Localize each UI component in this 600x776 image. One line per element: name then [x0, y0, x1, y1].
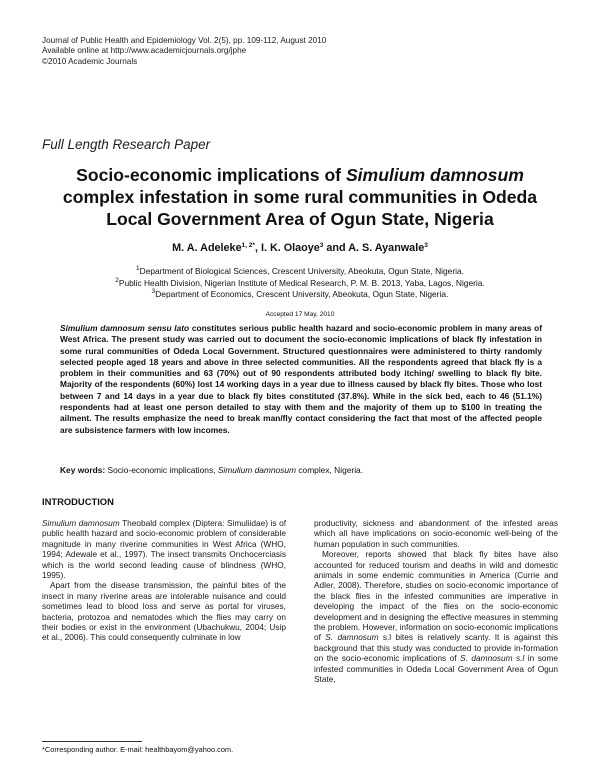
- paragraph-text: Theobald complex (Diptera: Simuliidae) is of public health hazard and socio-economic problem of considerable magnitude in many riverine communities in West Africa (WHO, 1994; Adewale et al., 1997). The insect transmits Onchocerciasis which is the world second leading cause of blindness (WHO, 1995).: [42, 518, 287, 581]
- affiliations: [40, 266, 560, 301]
- affiliation: [40, 278, 560, 290]
- author-name: I. K. Olaoye: [260, 242, 320, 254]
- keywords-text-end: complex, Nigeria.: [296, 465, 364, 475]
- affiliation-sup: 3: [151, 288, 156, 296]
- keywords: [60, 465, 542, 475]
- journal-header: [42, 36, 326, 67]
- paragraph: productivity, sickness and abandonment of the infested areas which all have implications on socio-economic well-being of the human population in such communities.: [314, 518, 558, 549]
- paragraph-text: in some infested communities in Odeda Local Government Area of Ogun State,: [314, 653, 558, 685]
- abstract-species: Simulium damnosum sensu lato: [60, 323, 190, 333]
- affiliation-text: Department of Economics, Crescent University, Abeokuta, Ogun State, Nigeria.: [155, 289, 449, 300]
- species-name: S. damnosum: [325, 632, 379, 643]
- author-separator: and: [323, 242, 349, 254]
- footnote-divider: [42, 741, 142, 742]
- author-name: A. S. Ayanwale: [348, 242, 425, 254]
- keywords-label: Key words:: [60, 465, 106, 475]
- left-column: [42, 518, 286, 643]
- abstract: [60, 323, 542, 436]
- section-heading-introduction: INTRODUCTION: [42, 496, 114, 507]
- author-sup: 3: [319, 242, 324, 249]
- title-species: Simulium damnosum: [345, 165, 524, 185]
- title-part1: Socio-economic implications of: [76, 165, 346, 185]
- keywords-text: Socio-economic implications,: [105, 465, 218, 475]
- paragraph-text: Moreover, reports showed that black fly bites have also accounted for reduced tourism and deaths in wild and domestic animals in some endemic communities in America (Currie and Adler, 2008). Therefore, studies on socio-economic importance of the black flies in the infested communities are imperative in developing the impact of the flies on the socio-economic development and in designing the effective measures in stemming the problem. However, information on socio-economic implications of: [314, 549, 558, 643]
- paper-type: Full Length Research Paper: [42, 137, 211, 152]
- accepted-date: Accepted 17 May, 2010: [265, 311, 335, 318]
- paragraph-text: s.l bites is relatively scanty. It is against this background that this study was conducted to provide in-formation on the socio-economic implications of: [314, 632, 558, 664]
- journal-copyright: ©2010 Academic Journals: [42, 56, 138, 66]
- species-name: S. damnosum s.l: [460, 653, 525, 664]
- paragraph: Apart from the disease transmission, the painful bites of the insect in many riverine areas are intolerable nuisance and could sometimes lead to blood loss and serve as portal for viruses, bacteria, protozoa and nematodes which the flies may carry on their bodies or exist in the environment (Ubachukwu, 2004; Usip et al., 2006). This could consequently culminate in low: [42, 580, 286, 643]
- affiliation-sup: 2: [115, 276, 119, 284]
- affiliation: [40, 289, 560, 301]
- species-name: Simulium damnosum: [42, 518, 120, 528]
- abstract-text: constitutes serious public health hazard and socio-economic problem in many areas of West Africa. The present study was carried out to document the socio-economic implications of black fly infestation in some rural communities of Odeda Local Government. Structured questionnaires were administered to thirty randomly selected people aged 18 years and above in three selected communities. All the respondents agreed that black fly is a problem in their communities and 63 (70%) out of 90 respondents attributed body itching/ swelling to black fly bite. Majority of the respondents (60%) lost 14 working days in a year due to illness caused by black fly bites. Those who lost between 7 and 14 days in a year due to black fly bites constituted (37.8%). While in the sick bed, each to 46 (51.1%) respondents had at least one person detailed to stay with them and the majority of them up to $100 in treating the ailment. The results emphasize the need to break man/fly contact considering the fact that most of the affected people are subsistence farmers with low incomes.: [60, 323, 542, 435]
- affiliation-text: Public Health Division, Nigerian Institute of Medical Research, P. M. B. 2013, Yaba, Lagos, Nigeria.: [118, 277, 485, 288]
- affiliation-text: Department of Biological Sciences, Crescent University, Abeokuta, Ogun State, Nigeria.: [139, 266, 464, 276]
- journal-url: Available online at http://www.academicjournals.org/jphe: [42, 46, 247, 56]
- keywords-species: Simulium damnosum: [217, 465, 297, 475]
- author-sup: 3: [424, 242, 428, 249]
- author-name: M. A. Adeleke: [172, 242, 242, 254]
- footnote-corresponding-author: *Corresponding author. E-mail: healthbayom@yahoo.com.: [42, 745, 234, 754]
- author-list: [40, 242, 560, 254]
- journal-citation: Journal of Public Health and Epidemiology Vol. 2(5), pp. 109-112, August 2010: [42, 36, 327, 45]
- affiliation-sup: 1: [136, 265, 140, 272]
- paragraph: [314, 549, 558, 684]
- author-sup: 1, 2*: [241, 242, 255, 249]
- paragraph: [42, 518, 286, 580]
- author-separator: ,: [254, 242, 261, 254]
- title-part2: complex infestation in some rural communities in Odeda Local Government Area of Ogun State, Nigeria: [62, 187, 538, 229]
- paper-title: [40, 164, 560, 230]
- right-column: [314, 518, 558, 685]
